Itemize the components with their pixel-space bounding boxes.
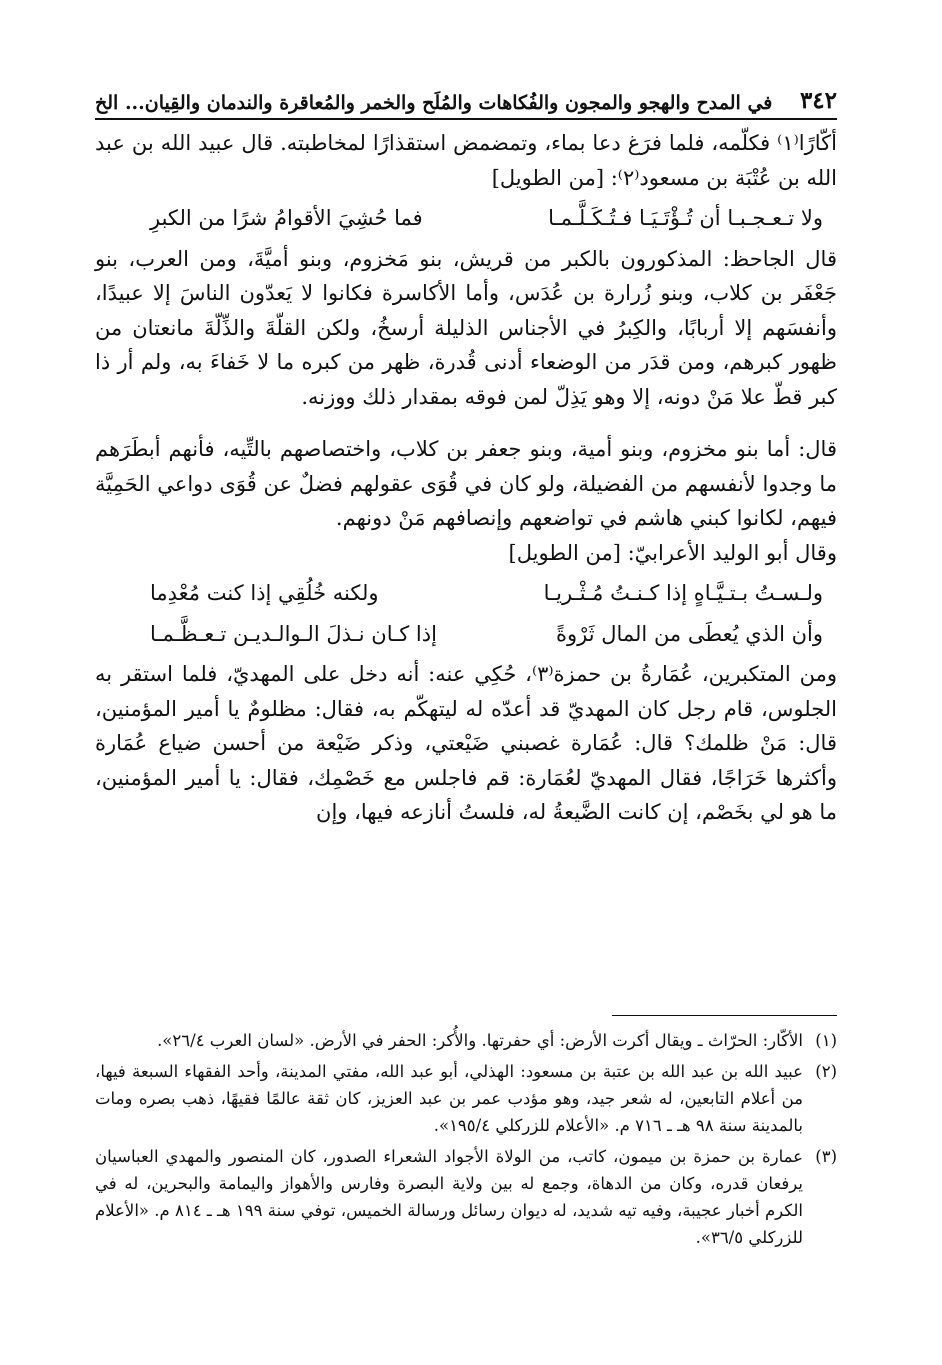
verse-3-second-hemistich: إذا كـان نـذلَ الـوالـديـن تـعـظَّـمـا bbox=[150, 621, 437, 646]
footnote-3 bbox=[95, 1143, 837, 1251]
paragraph-4: وقال أبو الوليد الأعرابيّ: [من الطويل] bbox=[508, 540, 837, 565]
verse-line-3 bbox=[150, 617, 823, 652]
paragraph-5: ومن المتكبرين، عُمَارةُ بن حمزة⁽٣⁾، حُكِي عنه: أنه دخل على المهديّ، فلما استقر به الجلوس، قام رجل كان المهديّ قد أعدّه له ليتهكّم به، فقال: مظلومٌ يا أمير المؤمنين، قال: مَنْ ظلمك؟ قال: عُمَارة غصبني ضَيْعتي، وذكر ضَيْعة من أحسن ضياع عُمَارة وأكثرها خَرَاجًا، فقال المهديّ لعُمَارة: قم فاجلس مع خَصْمِك، فقال: يا أمير المؤمنين، ما هو لي بخَصْم، إن كانت الضَّيعةُ له، فلستُ أنازعه فيها، وإن bbox=[95, 662, 837, 824]
main-text bbox=[95, 126, 837, 830]
verse-line-2 bbox=[150, 576, 823, 611]
footnote-2-number: (٢) bbox=[815, 1062, 837, 1081]
footnote-1-text: الأكّار: الحرّاث ـ ويقال أكرت الأرض: أي حفرتها. والأُكر: الحفر في الأرض. «لسان العرب ٢٦/٤». bbox=[157, 1031, 803, 1050]
running-header bbox=[95, 78, 837, 120]
footnote-3-number: (٣) bbox=[815, 1147, 837, 1166]
paragraph-1: أكّارًا⁽١⁾ فكلّمه، فلما فرَغ دعا بماء، وتمضمض استقذارًا لمخاطبته. قال عبيد الله بن عبد الله بن عُتْبَة بن مسعود⁽٢⁾: [من الطويل] bbox=[95, 131, 837, 190]
footnote-separator bbox=[612, 1015, 837, 1016]
verse-3-first-hemistich: وأن الذي يُعطَى من المال ثَرْوةً bbox=[555, 621, 823, 646]
footnote-1-number: (١) bbox=[815, 1031, 837, 1050]
page-number: ٣٤٢ bbox=[799, 87, 837, 114]
paragraph-3: قال: أما بنو مخزوم، وبنو أمية، وبنو جعفر بن كلاب، واختصاصهم بالتِّيه، فأنهم أبطَرَهم ما وجدوا لأنفسهم من الفضيلة، ولو كان في قُوَى عقولهم فضلٌ عن قُوَى دواعي الحَمِيَّة فيهم، لكانوا كبني هاشم في تواضعهم وإنصافهم مَنْ دونهم. bbox=[95, 437, 837, 530]
paragraph-2: قال الجاحظ: المذكورون بالكبر من قريش، بنو مَخزوم، وبنو أميَّةَ، ومن العرب، بنو جَعْفَر بن كلاب، وبنو زُرارة بن عُدَس، وأما الأكاسرة فكانوا لا يَعدّون الناسَ إلا عبيدًا، وأنفسَهم إلا أربابًا، والكِبرُ في الأجناس الذليلة أرسخُ، ولكن القلّةَ والذِّلّةَ مانعتان من ظهور كبرهم، ومن قدَر من الوضعاء أدنى قُدرة، ظهر من كبره ما لا خَفاءَ به، ولم أر ذا كبر قطّ علا مَنْ دونه، إلا وهو يَذِلّ لمن فوقه بمقدار ذلك ووزنه. bbox=[95, 246, 837, 409]
verse-1-first-hemistich: ولا تـعـجـبـا أن تُـؤْتَـيَـا فـتُـكَـلَّـمـا bbox=[548, 206, 823, 230]
footnotes bbox=[95, 1027, 837, 1255]
verse-line-1 bbox=[150, 201, 823, 236]
footnote-3-text: عمارة بن حمزة بن ميمون، كاتب، من الولاة الأجواد الشعراء الصدور، كان المنصور والمهدي العباسيان يرفعان قدره، وكان من الدهاة، وجمع له بين ولاية البصرة وفارس والأهواز واليمامة والبحرين، له في الكرم أخبار عجيبة، وفيه تيه شديد، له ديوان رسائل ورسالة الخميس، توفي سنة ١٩٩ هـ ـ ٨١٤ م. «الأعلام للزركلي ٣٦/٥». bbox=[95, 1147, 804, 1247]
footnote-1 bbox=[95, 1027, 837, 1054]
running-title: في المدح والهجو والمجون والفُكاهات والمُلَح والخمر والمُعاقرة والندمان والقِيان... الخ bbox=[95, 92, 773, 114]
verse-2-first-hemistich: ولـسـتُ بـتـيَّـاهٍ إذا كـنـتُ مُـثْـريـا bbox=[543, 581, 823, 605]
verse-1-second-hemistich: فما حُشِيَ الأقوامُ شرًا من الكبرِ bbox=[150, 206, 423, 230]
footnote-2 bbox=[95, 1058, 837, 1139]
verse-2-second-hemistich: ولكنه خُلُقِي إذا كنت مُعْدِما bbox=[150, 581, 379, 605]
footnote-2-text: عبيد الله بن عبد الله بن عتبة بن مسعود: الهذلي، أبو عبد الله، مفتي المدينة، وأحد الفقهاء السبعة فيها، من أعلام التابعين، له شعر جيد، وهو مؤدب عمر بن عبد العزيز، كان ثقة عالمًا فقيهًا، ذهب بصره ومات بالمدينة سنة ٩٨ هـ ـ ٧١٦ م. «الأعلام للزركلي ١٩٥/٤». bbox=[95, 1062, 803, 1135]
